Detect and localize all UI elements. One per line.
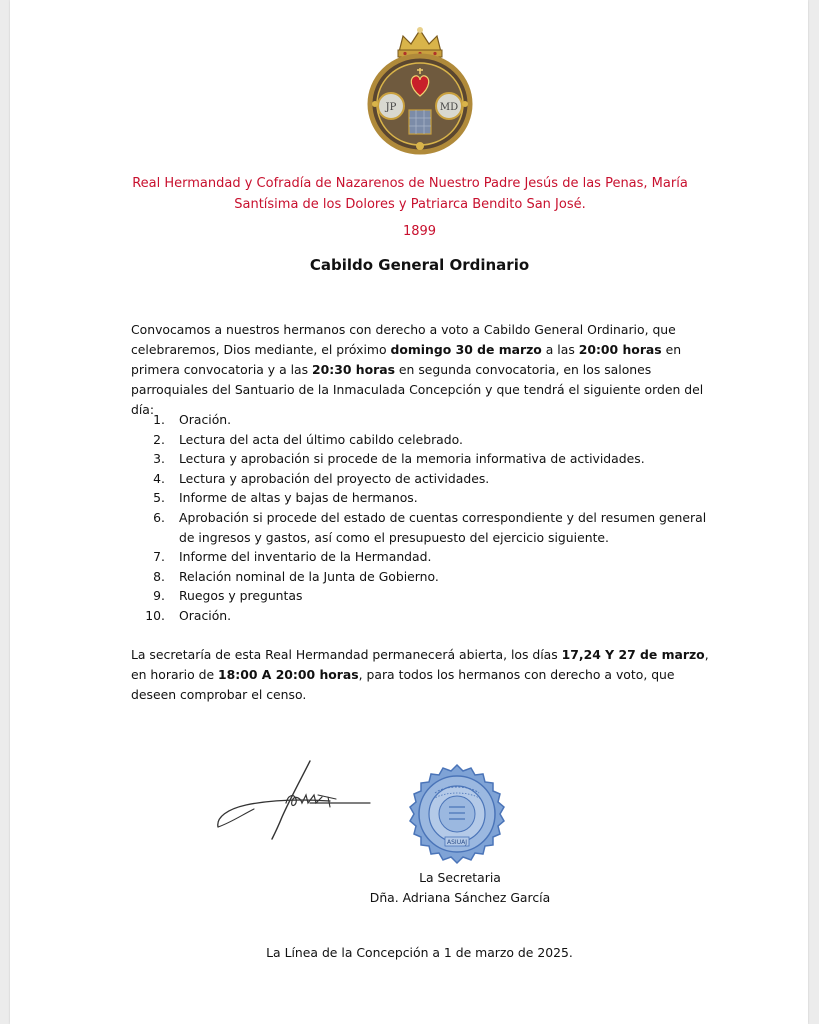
agenda-item: 2. Lectura del acta del último cabildo celebrado.	[153, 431, 463, 447]
agenda-item: 5. Informe de altas y bajas de hermanos.	[153, 490, 418, 506]
seal-icon	[410, 765, 504, 863]
agenda-item: 8. Relación nominal de la Junta de Gobierno.	[153, 568, 439, 584]
crown-icon	[398, 27, 442, 57]
office-notice-paragraph: La secretaría de esta Real Hermandad permanecerá abierta, los días 17,24 Y 27 de marzo, en horario de 18:00 A 20:00 horas, para todos los hermanos con derecho a voto, que deseen comprobar el censo.	[131, 647, 709, 702]
handwritten-signature	[210, 755, 380, 845]
agenda-item: 6. Aprobación si procede del estado de cuentas correspondiente y del resumen general de ingresos y gastos, así como el presupuesto del ejercicio siguiente.	[153, 509, 707, 545]
signer-name: Dña. Adriana Sánchez García	[369, 890, 551, 905]
svg-text:ASIUAJ: ASIUAJ	[447, 839, 467, 846]
svg-text:MD: MD	[439, 102, 459, 113]
svg-text:JP: JP	[385, 102, 397, 113]
document-title: Cabildo General Ordinario	[309, 256, 530, 274]
signer-block	[310, 868, 610, 908]
agenda-item: 9. Ruegos y preguntas	[153, 588, 303, 604]
agenda-list	[131, 410, 713, 626]
official-seal-stamp	[405, 763, 509, 867]
signer-role: La Secretaria	[419, 870, 501, 885]
agenda-item: 4. Lectura y aprobación del proyecto de actividades.	[153, 470, 490, 486]
place-and-date: La Línea de la Concepción a 1 de marzo de 2025.	[266, 945, 573, 960]
brotherhood-crest-emblem	[365, 22, 475, 156]
foundation-year: 1899	[402, 224, 437, 239]
agenda-item: 10. Oración.	[145, 607, 232, 623]
intro-paragraph: Convocamos a nuestros hermanos con derecho a voto a Cabildo General Ordinario, que celebraremos, Dios mediante, el próximo domingo 30 de marzo a las 20:00 horas en primera convocatoria y a las 20:30 horas en segunda convocatoria, en los salones parroquiales del Santuario de la Inmaculada Concepción y que tendrá el siguiente orden del día:	[131, 322, 704, 417]
organization-name: Real Hermandad y Cofradía de Nazarenos de Nuestro Padre Jesús de las Penas, María Santísima de los Dolores y Patriarca Bendito San José.	[132, 176, 688, 212]
agenda-item: 7. Informe del inventario de la Hermandad.	[153, 549, 432, 565]
agenda-item: 1. Oración.	[153, 412, 232, 427]
agenda-item: 3. Lectura y aprobación si procede de la memoria informativa de actividades.	[153, 451, 645, 467]
document-page	[10, 0, 808, 1024]
